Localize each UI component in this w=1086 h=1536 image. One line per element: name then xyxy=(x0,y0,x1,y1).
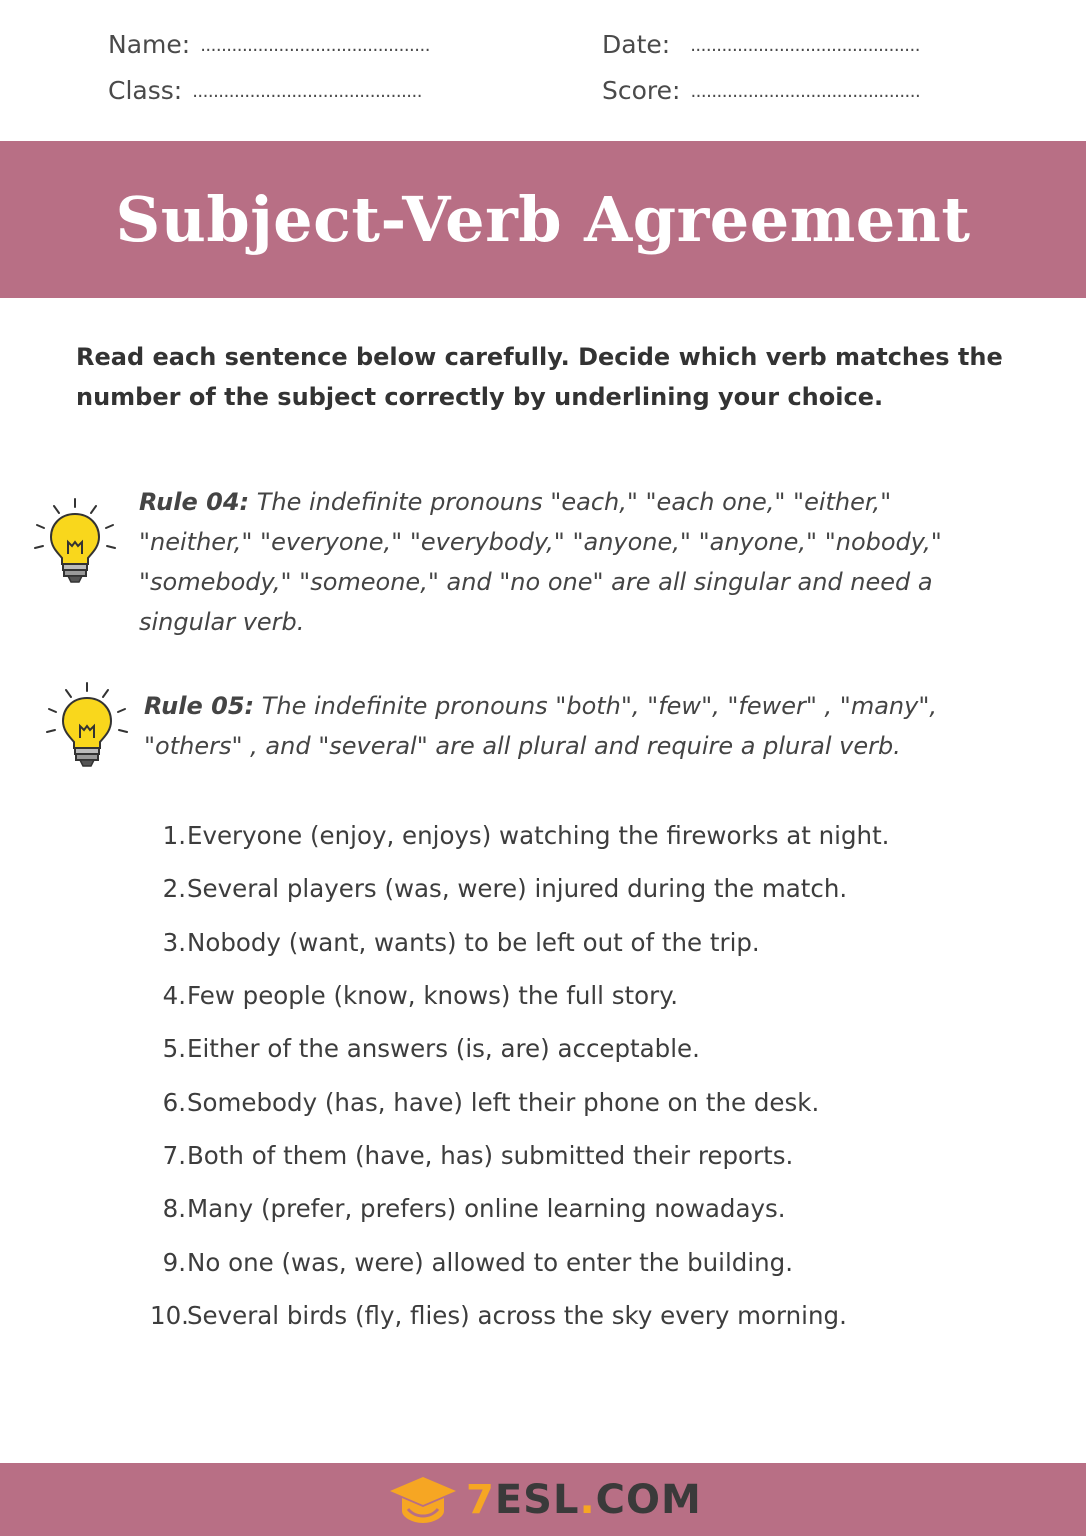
question-number: 4. xyxy=(162,981,186,1011)
question-text[interactable]: No one (was, were) allowed to enter the building. xyxy=(187,1247,794,1277)
title-banner xyxy=(0,141,1086,298)
lightbulb-icon xyxy=(30,496,120,586)
question-text[interactable]: Nobody (want, wants) to be left out of the trip. xyxy=(187,927,760,957)
question-text[interactable]: Both of them (have, has) submitted their reports. xyxy=(187,1140,794,1170)
class-blank[interactable]: ............................................ xyxy=(192,81,422,102)
rule-04-text: The indefinite pronouns "each," "each one," "either," "neither," "everyone," "everybody," "anyone," "anyone," "nobody," "somebody," "someone," and "no one" are all singular and need a singular verb. xyxy=(139,488,942,636)
page-title: Subject-Verb Agreement xyxy=(115,183,971,256)
list-item xyxy=(150,916,1010,969)
score-field xyxy=(602,76,920,105)
question-number: 5. xyxy=(162,1034,186,1064)
question-number: 9. xyxy=(162,1247,186,1277)
date-field xyxy=(602,30,920,59)
question-text[interactable]: Many (prefer, prefers) online learning nowadays. xyxy=(187,1194,786,1224)
question-number: 7. xyxy=(162,1140,186,1170)
question-number: 2. xyxy=(162,874,186,904)
name-field xyxy=(108,30,430,59)
question-text[interactable]: Somebody (has, have) left their phone on the desk. xyxy=(187,1087,820,1117)
question-text[interactable]: Everyone (enjoy, enjoys) watching the fireworks at night. xyxy=(187,821,890,851)
list-item xyxy=(150,969,1010,1022)
question-number: 8. xyxy=(162,1194,186,1224)
list-item xyxy=(150,1022,1010,1075)
logo-text: 7ESL.COM xyxy=(466,1477,702,1523)
site-logo[interactable] xyxy=(388,1473,702,1527)
name-label: Name: xyxy=(108,30,191,59)
list-item xyxy=(150,809,1010,862)
rule-05 xyxy=(144,686,974,766)
question-number: 10. xyxy=(150,1300,189,1330)
question-text[interactable]: Several birds (fly, flies) across the sky every morning. xyxy=(187,1300,847,1330)
list-item xyxy=(150,1129,1010,1182)
list-item xyxy=(150,1075,1010,1128)
score-blank[interactable]: ............................................ xyxy=(690,81,921,102)
lightbulb-icon xyxy=(42,680,132,770)
instructions: Read each sentence below carefully. Decide which verb matches the number of the subject correctly by underlining your choice. xyxy=(76,343,1003,411)
question-text[interactable]: Few people (know, knows) the full story. xyxy=(187,981,678,1011)
rule-04 xyxy=(139,482,959,642)
question-text[interactable]: Either of the answers (is, are) acceptable. xyxy=(187,1034,700,1064)
graduation-cap-icon xyxy=(388,1473,458,1527)
class-field xyxy=(108,76,422,105)
rule-05-label: Rule 05: xyxy=(144,692,255,720)
footer-bar xyxy=(0,1463,1086,1536)
list-item xyxy=(150,1235,1010,1288)
list-item xyxy=(150,1182,1010,1235)
date-blank[interactable]: ............................................ xyxy=(690,35,920,56)
question-number: 3. xyxy=(162,927,186,957)
date-label: Date: xyxy=(602,30,671,59)
score-label: Score: xyxy=(602,76,681,105)
question-number: 1. xyxy=(162,821,186,851)
question-number: 6. xyxy=(162,1087,186,1117)
list-item xyxy=(150,1289,1010,1342)
rule-05-text: The indefinite pronouns "both", "few", "fewer" , "many", "others" , and "several" are all plural and require a plural verb. xyxy=(144,692,938,760)
list-item xyxy=(150,862,1010,915)
question-text[interactable]: Several players (was, were) injured during the match. xyxy=(187,874,848,904)
rule-04-label: Rule 04: xyxy=(139,488,250,516)
class-label: Class: xyxy=(108,76,183,105)
question-list xyxy=(150,809,1010,1342)
name-blank[interactable]: ............................................ xyxy=(200,35,430,56)
